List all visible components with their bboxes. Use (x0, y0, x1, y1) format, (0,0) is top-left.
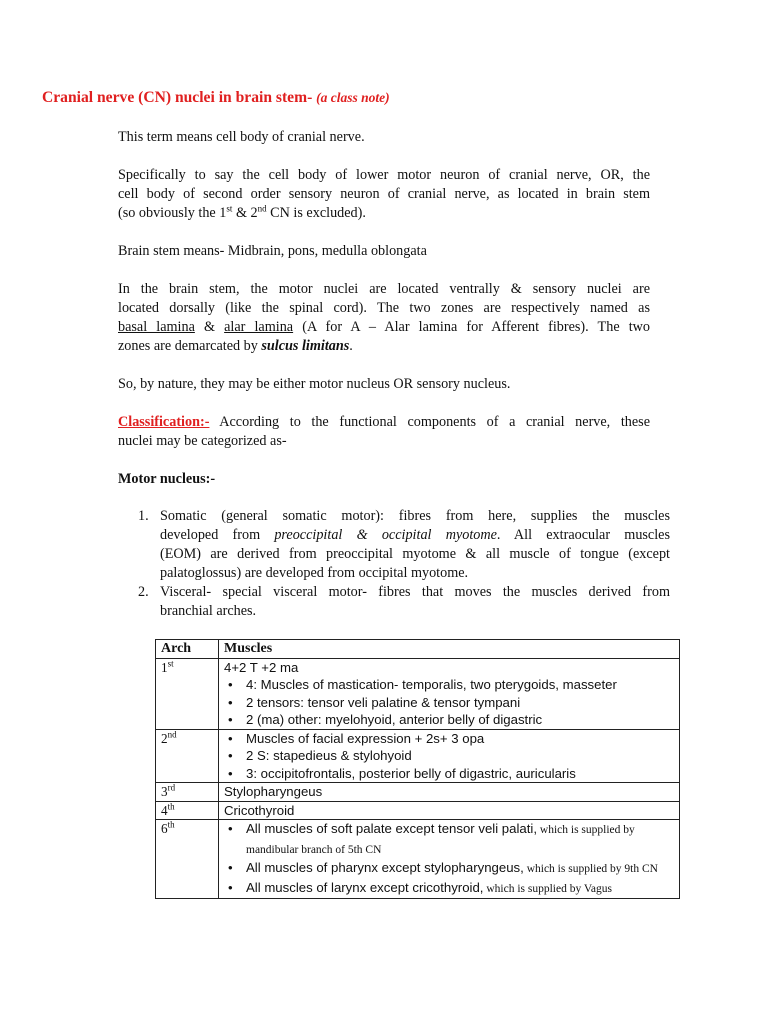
paragraph-classification: Classification:- According to the functional components of a cranial nerve, these nuclei may be categorized as- (118, 414, 650, 449)
table-row: 4th Cricothyroid (156, 801, 680, 820)
header-arch: Arch (156, 640, 219, 659)
list-item: • 2 S: stapedieus & stylohyoid (246, 747, 674, 765)
page-title (42, 88, 512, 107)
table-row: 3rd Stylopharyngeus (156, 783, 680, 802)
classification-label: Classification:- (118, 414, 210, 430)
table-header-row (156, 640, 680, 659)
title-main: Cranial nerve (CN) nuclei in brain stem- (42, 89, 313, 106)
paragraph-specifics: Specifically to say the cell body of lower motor neuron of cranial nerve, OR, the cell body of second order sensory neuron of cranial nerve, as located in brain stem (so obviously the 1st & 2nd CN is excluded). (118, 167, 650, 221)
table-row: 2nd • Muscles of facial expression + 2s+ 3 opa • 2 S: stapedieus & stylohyoid • 3: occipitofrontalis, posterior belly of digastric, auricularis (156, 729, 680, 783)
title-subtitle: (a class note) (316, 90, 390, 105)
paragraph-brainstem: Brain stem means- Midbrain, pons, medulla oblongata (118, 243, 427, 259)
list-item: • All muscles of pharynx except stylopharyngeus, which is supplied by 9th CN (246, 859, 674, 879)
table-row: 6th • All muscles of soft palate except tensor veli palati, which is supplied by mandibular branch of 5th CN • All muscles of pharynx except stylopharyngeus, which is supplied by 9th CN • All muscles of larynx except cricothyroid, which is supplied by Vagus (156, 820, 680, 899)
list-item: • 2 tensors: tensor veli palatine & tensor tympani (246, 694, 674, 712)
list-item: • All muscles of larynx except cricothyroid, which is supplied by Vagus (246, 879, 674, 899)
motor-nucleus-heading: Motor nucleus:- (118, 471, 216, 487)
paragraph-definition: This term means cell body of cranial nerve. (118, 129, 365, 145)
list-item: • All muscles of soft palate except tensor veli palati, which is supplied by mandibular branch of 5th CN (246, 820, 674, 859)
header-muscles: Muscles (219, 640, 680, 659)
list-item: • 3: occipitofrontalis, posterior belly of digastric, auricularis (246, 765, 674, 783)
table-row: 1st 4+2 T +2 ma • 4: Muscles of mastication- temporalis, two pterygoids, masseter • 2 tensors: tensor veli palatine & tensor tympani • 2 (ma) other: myelohyoid, anterior belly of digastric (156, 658, 680, 729)
list-item: • Muscles of facial expression + 2s+ 3 opa (246, 730, 674, 748)
paragraph-nature: So, by nature, they may be either motor nucleus OR sensory nucleus. (118, 376, 511, 392)
paragraph-lamina: In the brain stem, the motor nuclei are located ventrally & sensory nuclei are located dorsally (like the spinal cord). The two zones are respectively named as basal lamina & alar lamina (A for A – Alar lamina for Afferent fibres). The two zones are demarcated by sulcus limitans. (118, 281, 650, 354)
list-item: • 4: Muscles of mastication- temporalis, two pterygoids, masseter (246, 676, 674, 694)
list-item: • 2 (ma) other: myelohyoid, anterior belly of digastric (246, 711, 674, 729)
arch-muscles-table (155, 639, 680, 899)
